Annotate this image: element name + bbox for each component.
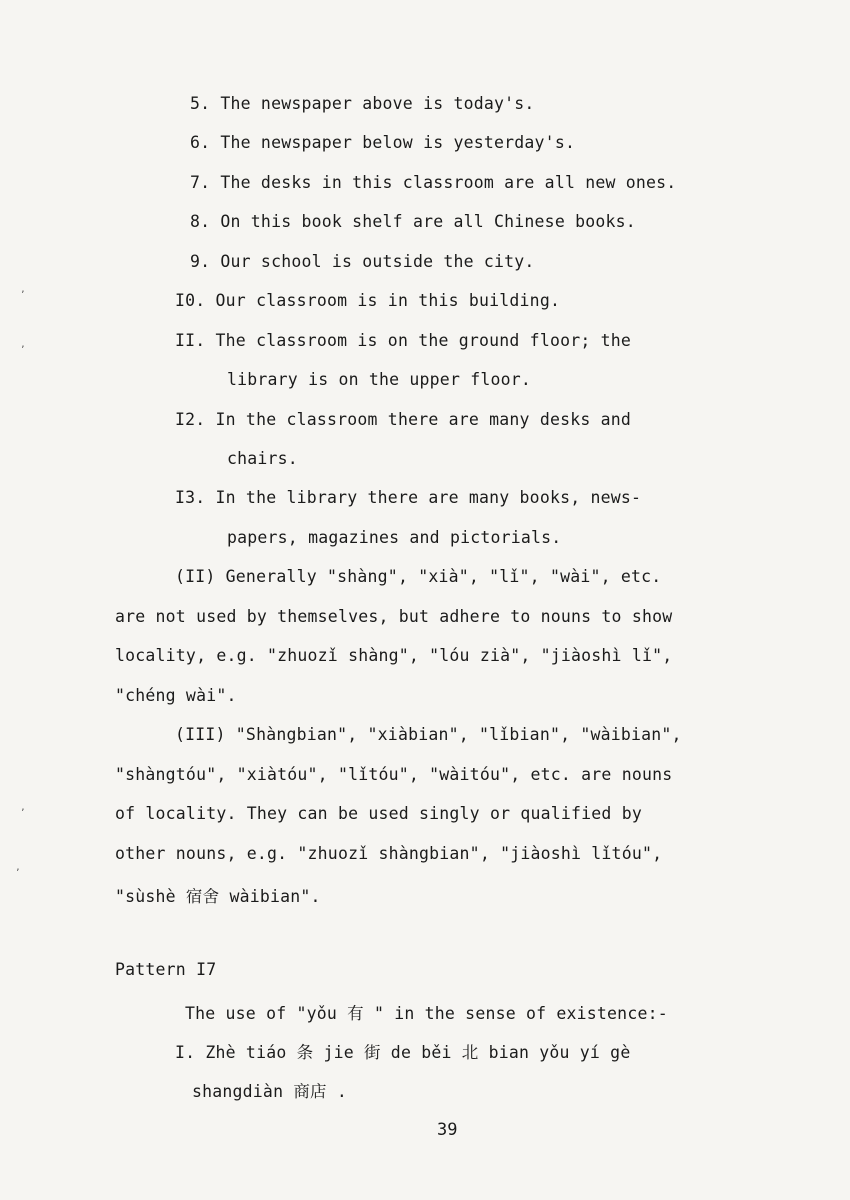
sentence-10: I0. Our classroom is in this building. <box>175 291 561 310</box>
sentence-13: I3. In the library there are many books, news- <box>175 488 642 507</box>
note-ii-line4: "chéng wài". <box>115 686 237 705</box>
margin-mark: ʼ <box>15 868 21 878</box>
pattern-heading: Pattern I7 <box>115 960 217 979</box>
note-iii-line4: other nouns, e.g. "zhuozǐ shàngbian", "jiàoshì lǐtóu", <box>115 844 663 863</box>
sentence-11-cont: library is on the upper floor. <box>227 370 532 389</box>
pattern-description: The use of "yǒu 有 " in the sense of existence:- <box>185 1004 668 1023</box>
page-number: 39 <box>437 1120 458 1140</box>
sentence-11: II. The classroom is on the ground floor; the <box>175 331 632 350</box>
sentence-6: 6. The newspaper below is yesterday's. <box>190 133 576 152</box>
note-ii: (II) Generally "shàng", "xià", "lǐ", "wài", etc. <box>175 567 662 586</box>
note-iii-line3: of locality. They can be used singly or qualified by <box>115 804 642 823</box>
note-iii-line5: "sùshè 宿舍 wàibian". <box>115 887 321 906</box>
sentence-13-cont: papers, magazines and pictorials. <box>227 528 562 547</box>
show-through <box>150 90 800 1090</box>
note-iii-line2: "shàngtóu", "xiàtóu", "lǐtóu", "wàitóu", etc. are nouns <box>115 765 673 784</box>
sentence-5: 5. The newspaper above is today's. <box>190 94 535 113</box>
margin-mark: ʼ <box>20 290 26 300</box>
sentence-12: I2. In the classroom there are many desks and <box>175 410 632 429</box>
note-ii-line2: are not used by themselves, but adhere to nouns to show <box>115 607 673 626</box>
sentence-7: 7. The desks in this classroom are all new ones. <box>190 173 677 192</box>
sentence-8: 8. On this book shelf are all Chinese books. <box>190 212 636 231</box>
note-ii-line3: locality, e.g. "zhuozǐ shàng", "lóu zià", "jiàoshì lǐ", <box>115 646 673 665</box>
example-1-cont: shangdiàn 商店 . <box>192 1082 348 1101</box>
margin-mark: ʼ <box>20 345 26 355</box>
note-iii: (III) "Shàngbian", "xiàbian", "lǐbian", "wàibian", <box>175 725 682 744</box>
sentence-9: 9. Our school is outside the city. <box>190 252 535 271</box>
sentence-12-cont: chairs. <box>227 449 298 468</box>
example-1: I. Zhè tiáo 条 jie 街 de běi 北 bian yǒu yí gè <box>175 1043 631 1062</box>
margin-mark: ʼ <box>20 808 26 818</box>
